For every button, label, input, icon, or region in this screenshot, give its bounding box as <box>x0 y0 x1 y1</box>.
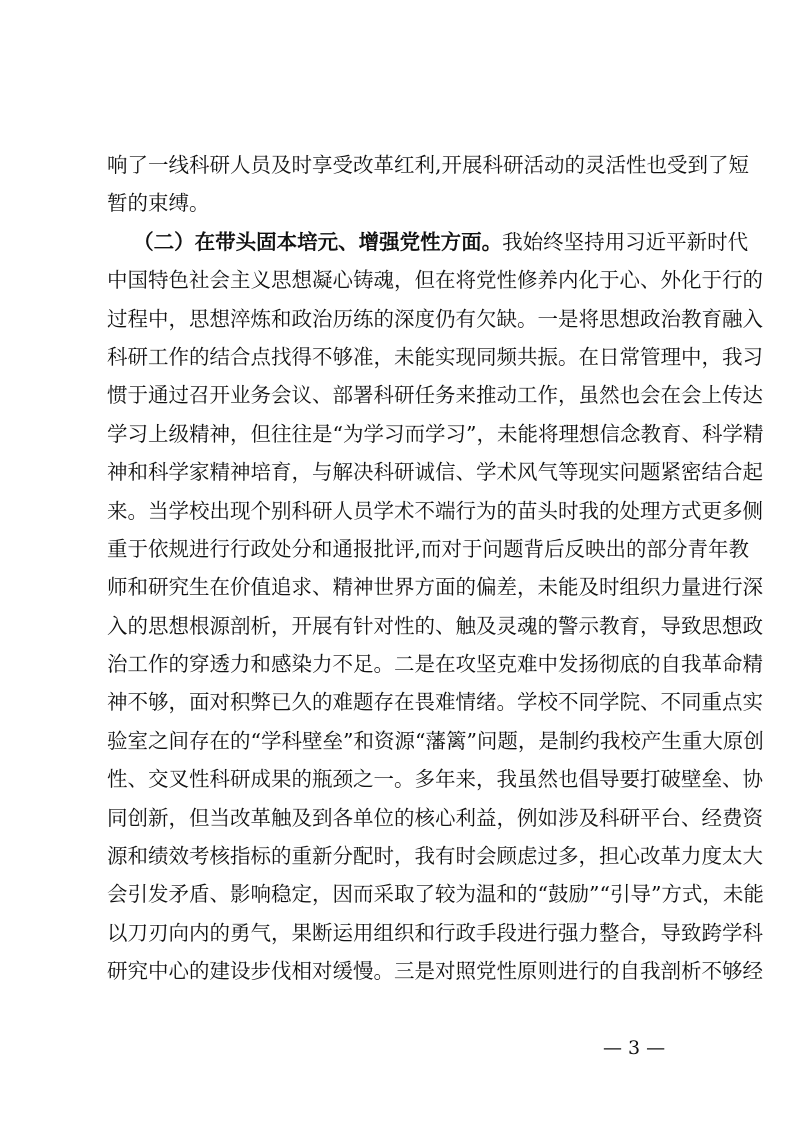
text-line: 重于依规进行行政处分和通报批评,而对于问题背后反映出的部分青年教 <box>107 536 750 561</box>
text-line: 暂的束缚。 <box>107 191 210 216</box>
text-line: 以刀刃向内的勇气，果断运用组织和行政手段进行强力整合，导致跨学科 <box>107 920 763 945</box>
text-line: 学习上级精神，但往往是“为学习而学习”，未能将理想信念教育、科学精 <box>107 421 764 446</box>
text-line: 性、交叉性科研成果的瓶颈之一。多年来，我虽然也倡导要打破壁垒、协 <box>107 767 763 792</box>
section-heading-line <box>107 223 749 261</box>
text-line: 验室之间存在的“学科壁垒”和资源“藩篱”问题，是制约我校产生重大原创 <box>107 728 764 753</box>
text-line: 过程中，思想淬炼和政治历练的深度仍有欠缺。一是将思想政治教育融入 <box>107 306 763 331</box>
page-number: — 3 — <box>603 1037 666 1059</box>
text-line: 会引发矛盾、影响稳定，因而采取了较为温和的“鼓励”“引导”方式，未能 <box>107 882 764 907</box>
text-line: 治工作的穿透力和感染力不足。二是在攻坚克难中发扬彻底的自我革命精 <box>107 652 763 677</box>
text-line: 研究中心的建设步伐相对缓慢。三是对照党性原则进行的自我剖析不够经 <box>107 959 763 984</box>
text-line: 神和科学家精神培育，与解决科研诚信、学术风气等现实问题紧密结合起 <box>107 460 763 485</box>
text-line: 响了一线科研人员及时享受改革红利,开展科研活动的灵活性也受到了短 <box>107 153 750 177</box>
heading-indent <box>107 230 133 254</box>
text-line: 同创新，但当改革触及到各单位的核心利益，例如涉及科研平台、经费资 <box>107 805 763 830</box>
section-heading: （二）在带头固本培元、增强党性方面。 <box>133 229 503 254</box>
text-line: 入的思想根源剖析，开展有针对性的、触及灵魂的警示教育，导致思想政 <box>107 613 763 638</box>
text-line: 来。当学校出现个别科研人员学术不端行为的苗头时我的处理方式更多侧 <box>107 498 763 523</box>
body-text <box>107 146 764 991</box>
text-line: 惯于通过召开业务会议、部署科研任务来推动工作，虽然也会在会上传达 <box>107 383 763 408</box>
text-line: 神不够，面对积弊已久的难题存在畏难情绪。学校不同学院、不同重点实 <box>107 690 763 715</box>
text-line: 科研工作的结合点找得不够准，未能实现同频共振。在日常管理中，我习 <box>107 344 763 369</box>
text-line: 师和研究生在价值追求、精神世界方面的偏差，未能及时组织力量进行深 <box>107 575 763 600</box>
text-line: 中国特色社会主义思想凝心铸魂，但在将党性修养内化于心、外化于行的 <box>107 268 763 293</box>
text-line: 源和绩效考核指标的重新分配时，我有时会顾虑过多，担心改革力度太大 <box>107 844 763 869</box>
heading-line-rest: 我始终坚持用习近平新时代 <box>502 229 749 254</box>
